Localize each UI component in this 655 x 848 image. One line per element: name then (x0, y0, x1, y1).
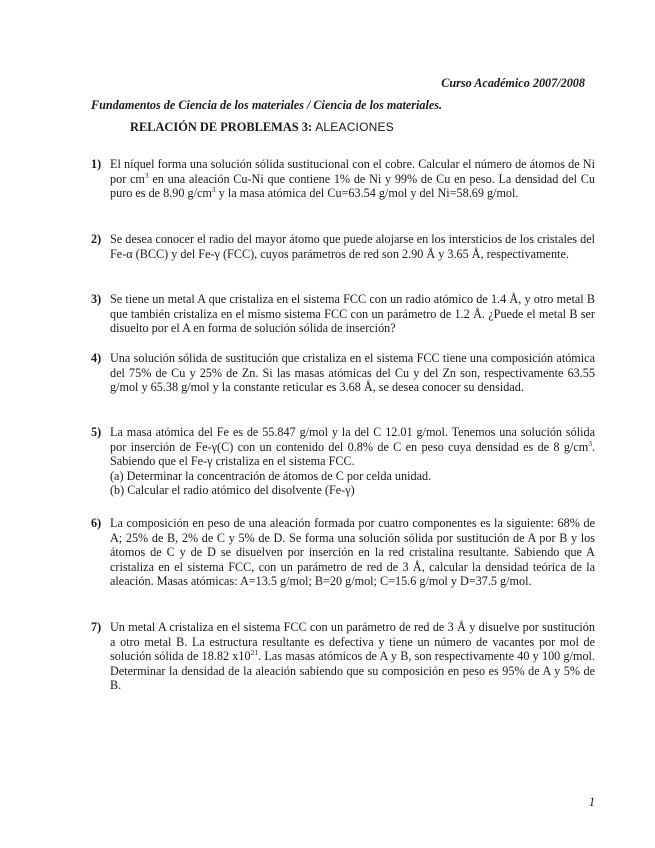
problem-7 (91, 620, 595, 693)
page-number: 1 (588, 795, 595, 809)
problem-text: El níquel forma una solución sólida sustitucional con el cobre. Calcular el número de átomos de Ni por $cm^3$ en una aleación Cu-Ni que contiene 1% de Ni y 99% de Cu en peso. La densidad del Cu puro es de 8.90 $g/cm^3$ y la masa atómica del Cu=63.54 g/mol y del Ni=58.69 g/mol. (110, 157, 595, 201)
problem-1 (91, 157, 595, 201)
problem-text: La composición en peso de una aleación formada por cuatro componentes es la siguiente: 68% de A; 25% de B, 2% de C y 5% de D. Se forma una solución sólida por sustitución de A por B y los átomos de C y de D se disuelven por inserción en la red cristalina resultante. Sabiendo que A cristaliza en el sistema FCC, con un parámetro de red de 3 Å, calcular la densidad teórica de la aleación. Masas atómicas: A=13.5 g/mol; B=20 g/mol; C=15.6 g/mol y D=37.5 g/mol. (110, 516, 595, 589)
problem-text: Se desea conocer el radio del mayor átomo que puede alojarse en los intersticios de los cristales del Fe-α (BCC) y del Fe-γ (FCC), cuyos parámetros de red son 2.90 Å y 3.65 Å, respectivamente. (110, 232, 595, 261)
problem-text: Se tiene un metal A que cristaliza en el sistema FCC con un radio atómico de 1.4 Å, y otro metal B que también cristaliza en el mismo sistema FCC con un parámetro de 1.2 Å. ¿Puede el metal B ser disuelto por el A en forma de solución sólida de inserción? (110, 292, 595, 336)
course-year: Curso Académico 2007/2008 (441, 76, 585, 90)
problem-text: Un metal A cristaliza en el sistema FCC con un parámetro de red de 3 Å y disuelve por sustitución a otro metal B. La estructura resultante es defectiva y tiene un número de vacantes por mol de solución sólida de 18.82 $x10^{21}$. Las masas atómicos de A y B, son respectivamente 40 y 100 g/mol. Determinar la densidad de la aleación sabiendo que su composición en peso es 95% de A y 5% de B. (110, 620, 595, 693)
problem-number: 2) (91, 232, 102, 246)
problem-2 (91, 232, 595, 261)
subquestion-b: (b) Calcular el radio atómico del disolvente (Fe-γ) (110, 483, 355, 498)
problem-number: 7) (91, 620, 102, 634)
problem-text: Una solución sólida de sustitución que cristaliza en el sistema FCC tiene una composición atómica del 75% de Cu y 25% de Zn. Si las masas atómicas del Cu y del Zn son, respectivamente 63.55 g/mol y 65.38 g/mol y la constante reticular es 3.68 Å, se desea conocer su densidad. (110, 351, 595, 395)
subject-title: Fundamentos de Ciencia de los materiales / Ciencia de los materiales. (91, 98, 443, 112)
problem-4 (91, 351, 595, 395)
problem-text: La masa atómica del Fe es de 55.847 g/mol y la del C 12.01 g/mol. Tenemos una solución sólida por inserción de Fe-γ(C) con un contenido del 0.8% de C en peso cuya densidad es de 8 $g/cm^3$. Sabiendo que el Fe-γ cristaliza en el sistema FCC. (a) Determinar la concentración de átomos de C por celda unidad. (b) Calcular el radio atómico del disolvente (Fe-γ) (110, 425, 595, 498)
problem-number: 1) (91, 157, 102, 171)
sheet-title-main: RELACIÓN DE PROBLEMAS 3: (130, 120, 316, 134)
subquestion-a: (a) Determinar la concentración de átomos de C por celda unidad. (110, 468, 432, 483)
problem-6 (91, 516, 595, 589)
problem-number: 3) (91, 292, 102, 306)
problem-number: 6) (91, 516, 102, 530)
problem-3 (91, 292, 595, 336)
sheet-title-topic: ALEACIONES (315, 120, 394, 134)
problem-number: 4) (91, 351, 102, 365)
problem-number: 5) (91, 425, 102, 439)
problem-sheet-title (130, 120, 394, 135)
problem-5 (91, 425, 595, 498)
